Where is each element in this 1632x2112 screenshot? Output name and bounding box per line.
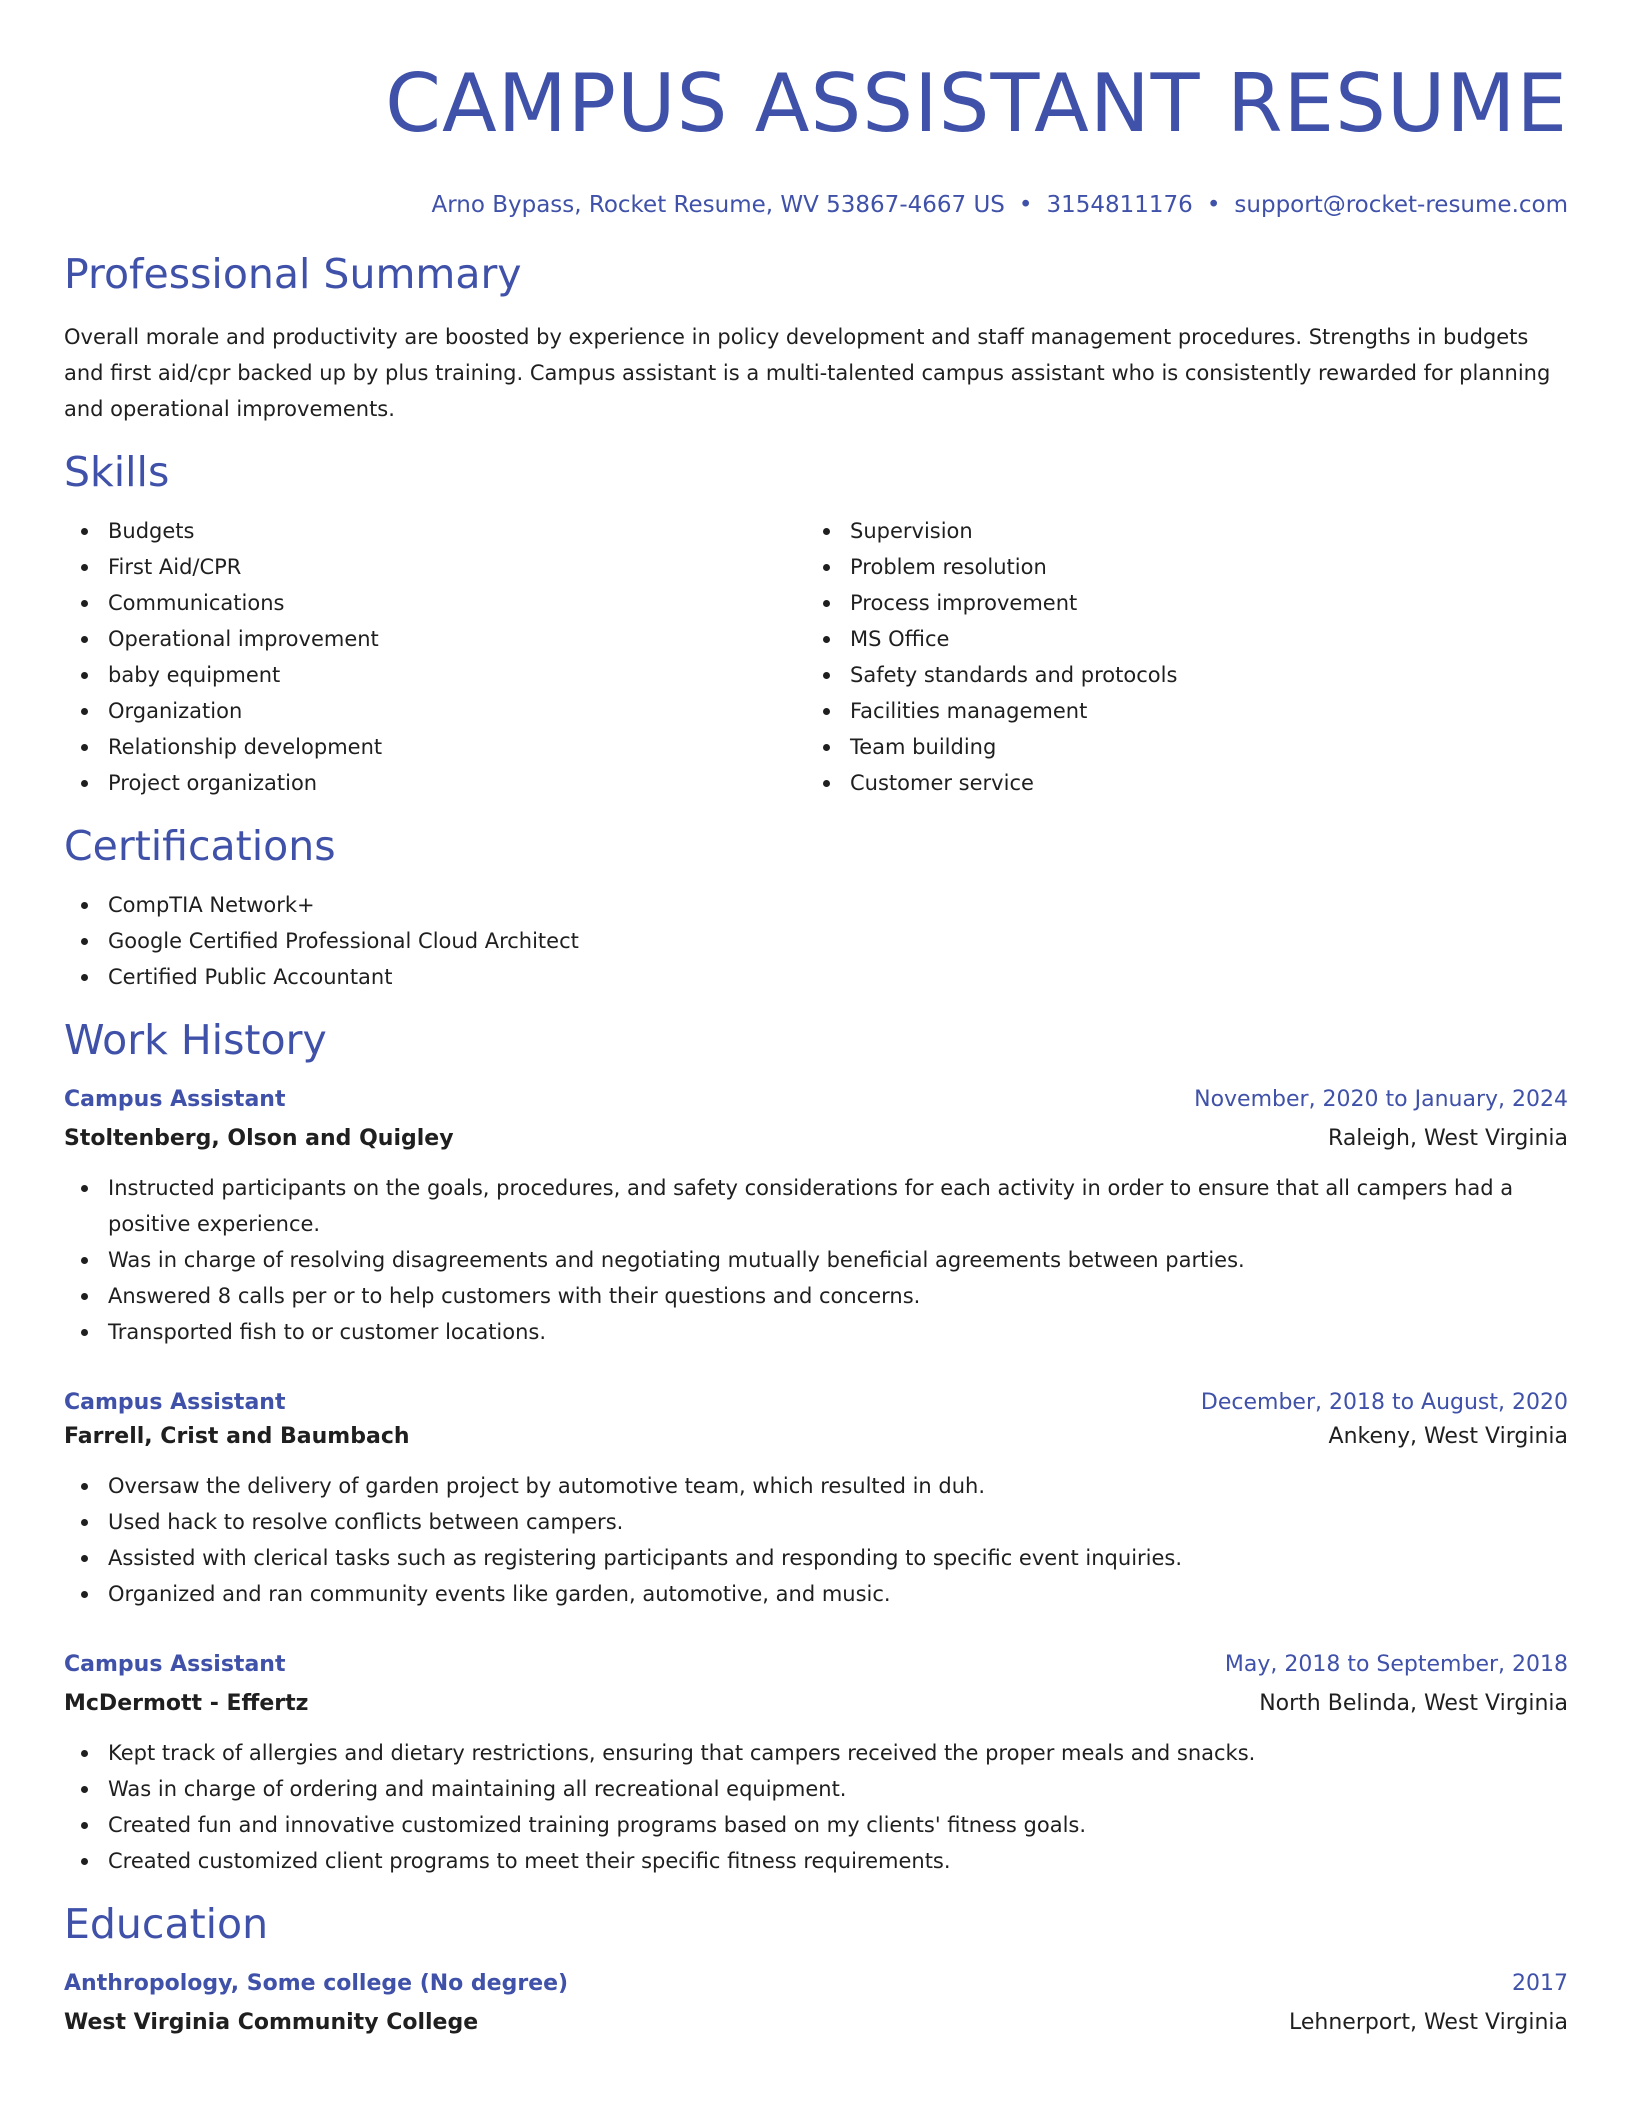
skills-heading: Skills	[64, 448, 170, 496]
contact-address: Arno Bypass, Rocket Resume, WV 53867-4667 US	[431, 192, 1005, 218]
work-history-heading: Work History	[64, 1016, 327, 1064]
job-header	[64, 1386, 1568, 1420]
job-employer: Farrell, Crist and Baumbach	[64, 1424, 410, 1449]
education-subheader	[64, 2006, 1568, 2040]
job-bullet: Kept track of allergies and dietary restrictions, ensuring that campers received the proper meals and snacks.	[64, 1735, 1568, 1771]
skill-item: Facilities management	[806, 693, 1548, 729]
job-entry	[64, 1648, 1568, 1879]
skill-item: Operational improvement	[64, 621, 806, 657]
job-bullets	[64, 1735, 1568, 1879]
skill-item: Communications	[64, 585, 806, 621]
job-location: North Belinda, West Virginia	[1259, 1691, 1568, 1716]
job-dates: December, 2018 to August, 2020	[1200, 1390, 1568, 1415]
job-title: Campus Assistant	[64, 1087, 286, 1112]
job-bullet: Organized and ran community events like garden, automotive, and music.	[64, 1576, 1568, 1612]
skill-item: Budgets	[64, 513, 806, 549]
job-bullet: Instructed participants on the goals, procedures, and safety considerations for each activity in order to ensure that all campers had a positive experience.	[64, 1170, 1568, 1242]
skill-item: Project organization	[64, 765, 806, 801]
resume-page	[64, 0, 1568, 2040]
job-dates: November, 2020 to January, 2024	[1194, 1087, 1568, 1112]
job-bullet: Transported fish to or customer locations.	[64, 1314, 1568, 1350]
job-bullet: Created fun and innovative customized training programs based on my clients' fitness goals.	[64, 1807, 1568, 1843]
job-bullets	[64, 1468, 1568, 1612]
job-entry	[64, 1386, 1568, 1612]
education-year: 2017	[1512, 1971, 1568, 1996]
summary-heading: Professional Summary	[64, 250, 522, 298]
education-degree: Anthropology, Some college (No degree)	[64, 1971, 569, 1996]
contact-separator: •	[1206, 192, 1221, 218]
skill-item: Customer service	[806, 765, 1548, 801]
education-school: West Virginia Community College	[64, 2010, 479, 2035]
contact-line	[64, 190, 1568, 220]
job-title: Campus Assistant	[64, 1390, 286, 1415]
summary-text: Overall morale and productivity are boosted by experience in policy development and staff management procedures. Strengths in budgets and first aid/cpr backed up by plus training. Campus assistant is a multi-talented campus assistant who is consistently rewarded for planning and operational improvements.	[64, 325, 1551, 421]
job-subheader	[64, 1122, 1568, 1156]
job-location: Ankeny, West Virginia	[1328, 1424, 1568, 1449]
job-bullet: Assisted with clerical tasks such as registering participants and responding to specific event inquiries.	[64, 1540, 1568, 1576]
certifications-heading: Certifications	[64, 822, 336, 870]
job-dates: May, 2018 to September, 2018	[1224, 1652, 1568, 1677]
job-title: Campus Assistant	[64, 1652, 286, 1677]
skill-item: baby equipment	[64, 657, 806, 693]
job-entry	[64, 1083, 1568, 1350]
contact-phone: 3154811176	[1046, 192, 1193, 218]
skill-item: Problem resolution	[806, 549, 1548, 585]
skills-grid	[64, 513, 1568, 801]
resume-title: CAMPUS ASSISTANT RESUME	[385, 57, 1568, 150]
skill-item: Supervision	[806, 513, 1548, 549]
job-header	[64, 1083, 1568, 1117]
skill-item: First Aid/CPR	[64, 549, 806, 585]
job-bullet: Was in charge of ordering and maintaining all recreational equipment.	[64, 1771, 1568, 1807]
certification-item: CompTIA Network+	[64, 887, 1568, 923]
skill-item: MS Office	[806, 621, 1548, 657]
job-bullet: Answered 8 calls per or to help customers with their questions and concerns.	[64, 1278, 1568, 1314]
skill-item: Relationship development	[64, 729, 806, 765]
certification-item: Google Certified Professional Cloud Architect	[64, 923, 1568, 959]
job-subheader	[64, 1420, 1568, 1454]
education-heading: Education	[64, 1900, 269, 1948]
job-location: Raleigh, West Virginia	[1328, 1126, 1568, 1151]
certification-item: Certified Public Accountant	[64, 959, 1568, 995]
job-bullet: Used hack to resolve conflicts between campers.	[64, 1504, 1568, 1540]
skill-item: Safety standards and protocols	[806, 657, 1548, 693]
certifications-list	[64, 887, 1568, 995]
skill-item: Organization	[64, 693, 806, 729]
job-bullet: Oversaw the delivery of garden project by automotive team, which resulted in duh.	[64, 1468, 1568, 1504]
job-employer: McDermott - Effertz	[64, 1691, 309, 1716]
skill-item: Process improvement	[806, 585, 1548, 621]
job-bullet: Was in charge of resolving disagreements and negotiating mutually beneficial agreements between parties.	[64, 1242, 1568, 1278]
job-header	[64, 1648, 1568, 1682]
contact-separator: •	[1018, 192, 1033, 218]
education-entry	[64, 1967, 1568, 2040]
skills-list-left	[64, 513, 806, 801]
job-bullets	[64, 1170, 1568, 1350]
skills-list-right	[806, 513, 1548, 801]
education-header	[64, 1967, 1568, 2001]
education-location: Lehnerport, West Virginia	[1289, 2010, 1568, 2035]
job-bullet: Created customized client programs to meet their specific fitness requirements.	[64, 1843, 1568, 1879]
job-subheader	[64, 1687, 1568, 1721]
contact-email: support@rocket-resume.com	[1234, 192, 1568, 218]
skill-item: Team building	[806, 729, 1548, 765]
job-employer: Stoltenberg, Olson and Quigley	[64, 1126, 454, 1151]
